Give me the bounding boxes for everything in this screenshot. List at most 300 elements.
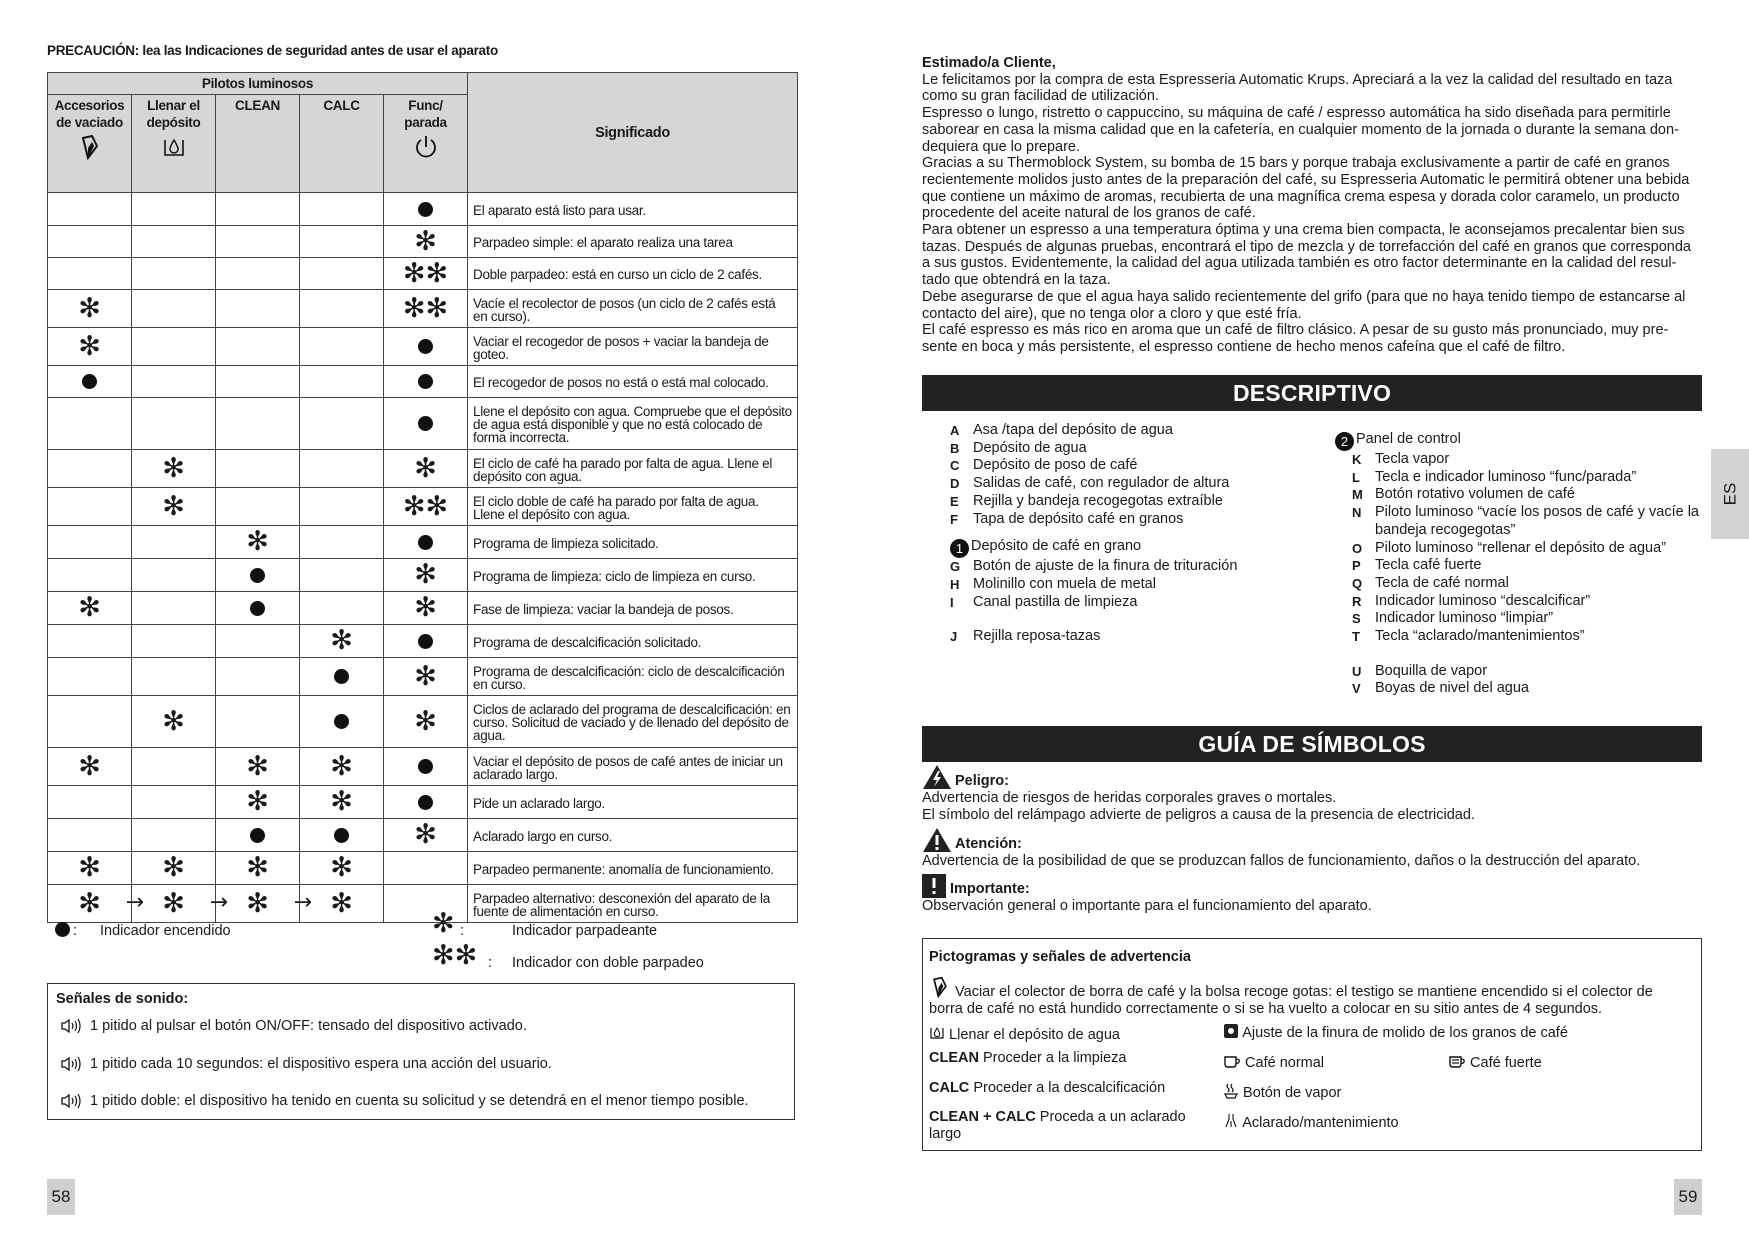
- indicator-cell: [48, 226, 132, 258]
- table-row: [48, 398, 798, 450]
- part-letter: [1352, 522, 1375, 540]
- part-label: Tecla vapor: [1375, 451, 1450, 467]
- intro-text: [922, 55, 1702, 356]
- indicator-cell: [216, 658, 300, 696]
- part-letter: Q: [1352, 575, 1363, 591]
- table-row: [48, 193, 798, 226]
- indicator-cell: [384, 852, 468, 885]
- water-tank-icon: [929, 1024, 945, 1040]
- indicator-cell: [48, 852, 132, 885]
- indicator-blink-icon: ✻: [414, 660, 437, 692]
- meaning-cell: Parpadeo alternativo: desconexión del aparato de la fuente de alimentación en curso.: [468, 885, 798, 923]
- part-label: Asa /tapa del depósito de agua: [973, 422, 1173, 438]
- indicator-blink-icon: ✻: [414, 452, 437, 484]
- indicator-cell: [48, 328, 132, 366]
- speaker-icon: [60, 1056, 82, 1072]
- part-label: Boquilla de vapor: [1375, 662, 1488, 679]
- meaning-cell: Vacíe el recolector de posos (un ciclo de 2 cafés está en curso).: [468, 290, 798, 328]
- important-icon: [922, 874, 946, 898]
- table-row: [48, 696, 798, 748]
- part-item: [950, 511, 1237, 529]
- clean-item: CLEAN Proceder a la limpieza: [929, 1050, 1127, 1066]
- meaning-cell: Vaciar el depósito de posos de café antes de iniciar un aclarado largo.: [468, 748, 798, 786]
- intro-line: tado que obtendrá en la taza.: [922, 272, 1111, 289]
- indicator-cell: [48, 786, 132, 819]
- indicator-cell: [384, 258, 468, 290]
- part-letter: J: [950, 629, 958, 645]
- indicator-cell: [300, 852, 384, 885]
- table-row: [48, 258, 798, 290]
- water-tank-icon: [162, 134, 186, 158]
- indicator-cell: [132, 226, 216, 258]
- part-label: Salidas de café, con regulador de altura: [973, 475, 1230, 492]
- indicator-blink-icon: ✻: [246, 526, 269, 557]
- indicator-blink-icon: ✻: [246, 750, 269, 782]
- indicator-blink-icon: ✻: [414, 705, 437, 737]
- table-row: [48, 819, 798, 852]
- indicator-cell: [48, 625, 132, 658]
- rinse-item: Aclarado/mantenimiento: [1223, 1113, 1399, 1132]
- indicator-cell: [48, 526, 132, 559]
- warning-icon: [922, 827, 952, 853]
- clean-calc-item: CLEAN + CALC Proceda a un aclarado largo: [929, 1109, 1186, 1142]
- intro-line: El café espresso es más rico en aroma que un café de filtro clásico. A pesar de su gusto más pronunciado, muy pre-: [922, 322, 1669, 339]
- language-tab: ES: [1711, 449, 1749, 539]
- intro-line: Para obtener un espresso a una temperatura óptima y una crema bien compacta, le aconsejamos precalentar bien sus: [922, 222, 1685, 239]
- indicator-cell: [216, 592, 300, 625]
- indicator-blink-icon: ✻: [78, 592, 101, 623]
- indicator-cell: [216, 625, 300, 658]
- indicator-cell: [48, 193, 132, 226]
- indicator-blink-icon: ✻: [78, 750, 101, 782]
- intro-line: Le felicitamos por la compra de esta Espresseria Automatic Krups. Apreciará a la vez la calidad del resultado en taza: [922, 71, 1673, 88]
- intro-line: contacto del aire), que no tenga olor a cloro y que esté fría.: [922, 305, 1302, 322]
- electric-hazard-icon: [922, 764, 952, 790]
- indicator-cell: [384, 658, 468, 696]
- indicator-double-blink-icon: ✻✻: [402, 292, 449, 324]
- part-letter: G: [950, 559, 961, 575]
- indicator-blink-icon: ✻: [246, 852, 269, 883]
- indicator-cell: [384, 328, 468, 366]
- col-header-calc: CALC: [300, 95, 384, 193]
- part-label: Tecla café fuerte: [1375, 557, 1482, 574]
- meaning-cell: Ciclos de aclarado del programa de descalcificación: en curso. Solicitud de vaciado y de llenado del depósito de agua.: [468, 696, 798, 748]
- indicator-cell: [384, 885, 468, 923]
- part-item: [950, 422, 1237, 440]
- indicator-cell: [216, 290, 300, 328]
- table-row: [48, 786, 798, 819]
- part-label: Depósito de poso de café: [973, 457, 1138, 474]
- indicator-cell: [384, 592, 468, 625]
- indicator-cell: [216, 696, 300, 748]
- part-letter: N: [1352, 505, 1362, 521]
- part-label: Depósito de agua: [973, 439, 1087, 456]
- indicator-cell: [300, 658, 384, 696]
- indicator-cell: [300, 786, 384, 819]
- part-item: [1352, 557, 1699, 575]
- part-label: Piloto luminoso “vacíe los posos de café y vacíe la: [1375, 504, 1699, 521]
- part-item: [1352, 451, 1699, 469]
- indicator-cell: [216, 885, 312, 923]
- fill-tank-item: Llenar el depósito de agua: [929, 1024, 1120, 1044]
- sound-line: 1 pitido al pulsar el botón ON/OFF: tensado del dispositivo activado.: [60, 1018, 527, 1034]
- sound-line: 1 pitido cada 10 segundos: el dispositivo espera una acción del usuario.: [60, 1056, 552, 1072]
- indicator-cell: [132, 450, 216, 488]
- table-row: [48, 328, 798, 366]
- indicator-cell: [300, 592, 384, 625]
- indicator-on-dot: [82, 374, 97, 389]
- table-row: [48, 488, 798, 526]
- part-item: [1352, 540, 1699, 558]
- indicator-cell: [132, 258, 216, 290]
- rinse-icon: [1223, 1113, 1239, 1129]
- part-label: Indicador luminoso “descalcificar”: [1375, 592, 1591, 609]
- intro-line: tazas. Después de algunas pruebas, encontrará el tipo de mezcla y de torrefacción del café en granos que corresponda: [922, 238, 1691, 255]
- sequence-arrow-icon: →: [209, 890, 228, 915]
- indicator-cell: [300, 526, 384, 559]
- indicator-cell: [300, 398, 384, 450]
- table-row: [48, 852, 798, 885]
- indicator-on-dot: [418, 759, 433, 774]
- indicator-cell: [48, 885, 144, 923]
- table-row: [48, 526, 798, 559]
- indicator-blink-icon: ✻: [78, 852, 101, 883]
- group-1-heading: 1 Depósito de café en grano: [950, 538, 1237, 558]
- legend-blink-colon: :: [460, 923, 465, 939]
- part-item: [1352, 593, 1699, 611]
- indicator-cell: [216, 193, 300, 226]
- sequence-arrow-icon: →: [125, 890, 144, 915]
- indicator-cell: [132, 592, 216, 625]
- precaution-heading: PRECAUCIÓN: lea las Indicaciones de seguridad antes de usar el aparato: [47, 43, 498, 58]
- parts-list-col1: [950, 422, 1237, 646]
- grounds-drawer-icon: [929, 976, 951, 998]
- grounds-drawer-icon: [78, 134, 102, 160]
- indicator-blink-icon: ✻: [78, 292, 101, 324]
- symbols-banner: GUÍA DE SÍMBOLOS: [922, 726, 1702, 762]
- meaning-header: Significado: [468, 73, 798, 193]
- part-label: Tecla e indicador luminoso “func/parada”: [1375, 468, 1637, 485]
- indicator-cell: [384, 748, 468, 786]
- indicator-cell: [300, 328, 384, 366]
- strong-coffee-item: Café fuerte: [1448, 1053, 1542, 1072]
- table-row: [48, 658, 798, 696]
- meaning-cell: Parpadeo simple: el aparato realiza una tarea: [468, 226, 798, 258]
- indicator-cell: [216, 328, 300, 366]
- part-label: Tecla “aclarado/mantenimientos”: [1375, 628, 1585, 645]
- col-header-power: Func/ parada: [384, 95, 468, 193]
- indicator-cell: [384, 526, 468, 559]
- part-letter: H: [950, 576, 960, 592]
- part-item: [950, 457, 1237, 475]
- indicator-on-dot: [418, 416, 433, 431]
- part-label: Piloto luminoso “rellenar el depósito de agua”: [1375, 539, 1666, 556]
- part-letter: O: [1352, 540, 1363, 556]
- indicator-on-dot: [334, 714, 349, 729]
- indicator-blink-icon: ✻: [162, 452, 185, 484]
- indicator-blink-icon: ✻: [162, 490, 185, 522]
- table-row: [48, 450, 798, 488]
- meaning-cell: El aparato está listo para usar.: [468, 193, 798, 226]
- attention-block: Atención: Advertencia de la posibilidad de que se produzcan fallos de funcionamiento, daños o la destrucción del aparato.: [922, 827, 1640, 870]
- part-item: [1352, 575, 1699, 593]
- legend-blink-label: Indicador parpadeante: [512, 923, 658, 939]
- indicator-blink-icon: ✻: [414, 225, 437, 257]
- indicator-blink-icon: ✻: [78, 887, 101, 919]
- power-icon: [413, 134, 439, 160]
- part-letter: E: [950, 493, 959, 509]
- page-number-right: 59: [1674, 1179, 1702, 1215]
- indicator-cell: [384, 819, 468, 852]
- part-letter: C: [950, 458, 960, 474]
- indicator-blink-icon: ✻: [78, 330, 101, 362]
- indicator-blink-icon: ✻: [162, 852, 185, 883]
- indicator-double-blink-icon: ✻✻: [402, 257, 449, 289]
- part-item: [950, 558, 1237, 576]
- part-item: [950, 440, 1237, 458]
- intro-line: recientemente molidos justo antes de la preparación del café, su Espresseria Automatic le permitirá obtener una bebida: [922, 171, 1690, 188]
- indicator-cell: [384, 625, 468, 658]
- part-item: [1352, 628, 1699, 646]
- part-label: Rejilla y bandeja recogegotas extraíble: [973, 492, 1223, 509]
- indicator-cell: [48, 290, 132, 328]
- indicator-cell: [216, 559, 300, 592]
- part-label: bandeja recogegotas”: [1375, 521, 1516, 538]
- part-letter: T: [1352, 629, 1360, 645]
- indicator-cell: [216, 526, 300, 559]
- important-block: Importante: Observación general o importante para el funcionamiento del aparato.: [922, 874, 1372, 915]
- group-1-number: 1: [950, 539, 969, 558]
- col-header-clean: CLEAN: [216, 95, 300, 193]
- table-row: [48, 885, 798, 923]
- indicator-cell: [300, 819, 384, 852]
- table-row: [48, 366, 798, 398]
- indicator-cell: [300, 450, 384, 488]
- legend-double-icon: ✻✻: [432, 940, 478, 971]
- part-item: [1352, 469, 1699, 487]
- indicator-cell: [300, 748, 384, 786]
- indicator-cell: [300, 290, 384, 328]
- meaning-cell: Doble parpadeo: está en curso un ciclo de 2 cafés.: [468, 258, 798, 290]
- part-label: Boyas de nivel del agua: [1375, 680, 1529, 697]
- sound-title: Señales de sonido:: [56, 991, 189, 1007]
- part-letter: I: [950, 594, 954, 610]
- indicator-cell: [216, 488, 300, 526]
- meaning-cell: Programa de descalcificación: ciclo de descalcificación en curso.: [468, 658, 798, 696]
- meaning-cell: Llene el depósito con agua. Compruebe que el depósito de agua está disponible y que no está colocado de forma incorrecta.: [468, 398, 798, 450]
- indicator-cell: [48, 658, 132, 696]
- legend-on-colon: :: [73, 923, 78, 939]
- parts-list-col2: [1335, 431, 1699, 698]
- part-item: [1352, 486, 1699, 504]
- part-letter: D: [950, 476, 960, 492]
- indicator-cell: [132, 852, 216, 885]
- sequence-arrow-icon: →: [293, 890, 312, 915]
- table-row: [48, 625, 798, 658]
- indicator-cell: [384, 559, 468, 592]
- indicator-cell: [216, 226, 300, 258]
- legend-blink-icon: ✻: [432, 908, 455, 939]
- meaning-cell: El ciclo de café ha parado por falta de agua. Llene el depósito con agua.: [468, 450, 798, 488]
- indicator-cell: [132, 696, 216, 748]
- indicator-cell: [48, 258, 132, 290]
- indicator-cell: [48, 366, 132, 398]
- indicator-cell: [216, 852, 300, 885]
- part-letter: A: [950, 423, 960, 438]
- intro-line: procedente del aceite natural de los granos de café.: [922, 205, 1256, 222]
- pictograms-box: [922, 938, 1702, 1151]
- part-item: [950, 628, 1237, 646]
- indicator-cell: [132, 526, 216, 559]
- part-label: Tapa de depósito café en granos: [973, 510, 1184, 527]
- indicator-on-dot: [418, 202, 433, 217]
- indicator-cell: [384, 193, 468, 226]
- indicator-cell: [132, 328, 216, 366]
- part-letter: B: [950, 440, 960, 456]
- meaning-cell: Programa de limpieza: ciclo de limpieza en curso.: [468, 559, 798, 592]
- meaning-cell: Vaciar el recogedor de posos + vaciar la bandeja de goteo.: [468, 328, 798, 366]
- indicator-cell: [132, 488, 216, 526]
- indicator-cell: [48, 398, 132, 450]
- greeting: Estimado/a Cliente,: [922, 55, 1056, 71]
- table-row: [48, 226, 798, 258]
- indicator-cell: [300, 193, 384, 226]
- indicator-cell: [216, 450, 300, 488]
- indicator-cell: [384, 786, 468, 819]
- intro-line: a sus gustos. Evidentemente, la calidad del agua utilizada también es otro factor determinante en la calidad del resul-: [922, 255, 1677, 272]
- indicator-cell: [132, 398, 216, 450]
- col-header-accessories: Accesorios de vaciado: [48, 95, 132, 193]
- indicator-cell: [384, 290, 468, 328]
- part-letter: V: [1352, 681, 1361, 697]
- indicator-cell: [300, 696, 384, 748]
- indicator-on-dot: [250, 601, 265, 616]
- indicator-on-dot: [418, 795, 433, 810]
- part-item: [950, 576, 1237, 594]
- part-label: Botón de ajuste de la finura de trituración: [973, 558, 1238, 575]
- indicator-cell: [132, 193, 216, 226]
- legend-on-label: Indicador encendido: [100, 923, 231, 939]
- meaning-cell: El recogedor de posos no está o está mal colocado.: [468, 366, 798, 398]
- table-row: [48, 559, 798, 592]
- part-label: Rejilla reposa-tazas: [973, 628, 1101, 645]
- indicator-on-dot: [334, 828, 349, 843]
- indicator-cell: [300, 366, 384, 398]
- intro-line: como su gran facilidad de utilización.: [922, 88, 1159, 105]
- legend-on-dot: [55, 922, 70, 937]
- indicator-cell: [216, 366, 300, 398]
- indicator-cell: [300, 258, 384, 290]
- indicator-cell: [216, 786, 300, 819]
- part-item: [950, 475, 1237, 493]
- indicator-on-dot: [418, 634, 433, 649]
- indicator-table: [47, 72, 798, 923]
- sound-signals-box: [47, 983, 795, 1120]
- calc-item: CALC Proceder a la descalcificación: [929, 1080, 1166, 1096]
- col-header-fill-tank: Llenar el depósito: [132, 95, 216, 193]
- indicator-blink-icon: ✻: [330, 786, 353, 817]
- indicator-blink-icon: ✻: [162, 887, 185, 919]
- steam-item: Botón de vapor: [1223, 1083, 1341, 1102]
- descriptivo-banner: DESCRIPTIVO: [922, 375, 1702, 411]
- group-2-number: 2: [1335, 432, 1354, 451]
- part-label: Botón rotativo volumen de café: [1375, 486, 1575, 503]
- part-letter: P: [1352, 558, 1361, 574]
- indicator-cell: [132, 366, 216, 398]
- indicator-cell: [300, 885, 384, 923]
- page-number-left: 58: [47, 1179, 75, 1215]
- indicator-blink-icon: ✻: [246, 887, 269, 919]
- indicator-cell: [48, 819, 132, 852]
- part-letter: L: [1352, 469, 1360, 485]
- indicator-cell: [132, 786, 216, 819]
- indicator-cell: [132, 658, 216, 696]
- indicator-blink-icon: ✻: [246, 786, 269, 817]
- group-2-heading: 2 Panel de control: [1335, 431, 1699, 451]
- danger-block: Peligro: Advertencia de riesgos de heridas corporales graves o mortales. El símbolo del relámpago advierte de peligros a causa de la presencia de electricidad.: [922, 764, 1475, 824]
- part-letter: R: [1352, 593, 1362, 609]
- indicator-cell: [132, 625, 216, 658]
- speaker-icon: [60, 1093, 82, 1109]
- indicator-cell: [132, 819, 216, 852]
- part-item: [1352, 610, 1699, 628]
- meaning-cell: El ciclo doble de café ha parado por falta de agua. Llene el depósito con agua.: [468, 488, 798, 526]
- steam-icon: [1223, 1083, 1239, 1099]
- part-item: [1352, 522, 1699, 540]
- indicator-cell: [216, 258, 300, 290]
- part-label: Canal pastilla de limpieza: [973, 593, 1138, 610]
- indicator-blink-icon: ✻: [414, 559, 437, 590]
- part-label: Molinillo con muela de metal: [973, 575, 1156, 592]
- indicator-on-dot: [250, 828, 265, 843]
- indicator-cell: [300, 226, 384, 258]
- intro-line: Espresso o lungo, ristretto o cappuccino, su máquina de café / espresso automática ha sido diseñada para permitirle: [922, 105, 1671, 122]
- intro-line: sente en boca y más persistente, el espresso contiene de hecho menos cafeína que el café de filtro.: [922, 338, 1566, 355]
- grind-item: Ajuste de la finura de molido de los granos de café: [1223, 1023, 1568, 1042]
- meaning-cell: Pide un aclarado largo.: [468, 786, 798, 819]
- indicator-cell: [384, 366, 468, 398]
- part-item: [950, 493, 1237, 511]
- sound-line: 1 pitido doble: el dispositivo ha tenido en cuenta su solicitud y se detendrá en el menor tiempo posible.: [60, 1093, 749, 1109]
- intro-line: Debe asegurarse de que el agua haya salido recientemente del grifo (para que no haya tenido tiempo de estancarse al: [922, 288, 1686, 305]
- part-letter: M: [1352, 487, 1363, 503]
- indicator-cell: [300, 559, 384, 592]
- indicator-cell: [48, 592, 132, 625]
- indicator-blink-icon: ✻: [414, 592, 437, 623]
- meaning-cell: Fase de limpieza: vaciar la bandeja de posos.: [468, 592, 798, 625]
- drawer-note: Vaciar el colector de borra de café y la bolsa recoge gotas: el testigo se mantiene encendido si el colector de borra de café no está hundido correctamente o si se ha vuelto a colocar en su sitio antes de 4 segundos.: [929, 976, 1689, 1018]
- indicator-cell: [48, 488, 132, 526]
- indicator-blink-icon: ✻: [330, 887, 353, 919]
- intro-line: saborear en casa la misma calidad que en la cafetería, en cualquier momento de la jornada o durante la semana don-: [922, 121, 1679, 138]
- indicator-blink-icon: ✻: [414, 819, 437, 850]
- indicator-cell: [384, 696, 468, 748]
- meaning-cell: Programa de descalcificación solicitado.: [468, 625, 798, 658]
- indicator-on-dot: [418, 374, 433, 389]
- indicator-cell: [300, 488, 384, 526]
- indicator-cell: [216, 748, 300, 786]
- strong-coffee-icon: [1448, 1053, 1466, 1069]
- indicator-cell: [132, 748, 216, 786]
- indicator-cell: [300, 625, 384, 658]
- intro-line: Gracias a su Thermoblock System, su bomba de 15 bars y porque trabaja exclusivamente a partir de café en granos: [922, 155, 1670, 172]
- part-item: [1352, 504, 1699, 522]
- indicator-on-dot: [250, 568, 265, 583]
- intro-line: que contiene un máximo de aromas, recubierta de una magnífica crema espesa y dorada color caramelo, un producto: [922, 188, 1680, 205]
- pilots-header: Pilotos luminosos: [48, 73, 468, 95]
- pictograms-title: Pictogramas y señales de advertencia: [929, 949, 1191, 965]
- meaning-cell: Aclarado largo en curso.: [468, 819, 798, 852]
